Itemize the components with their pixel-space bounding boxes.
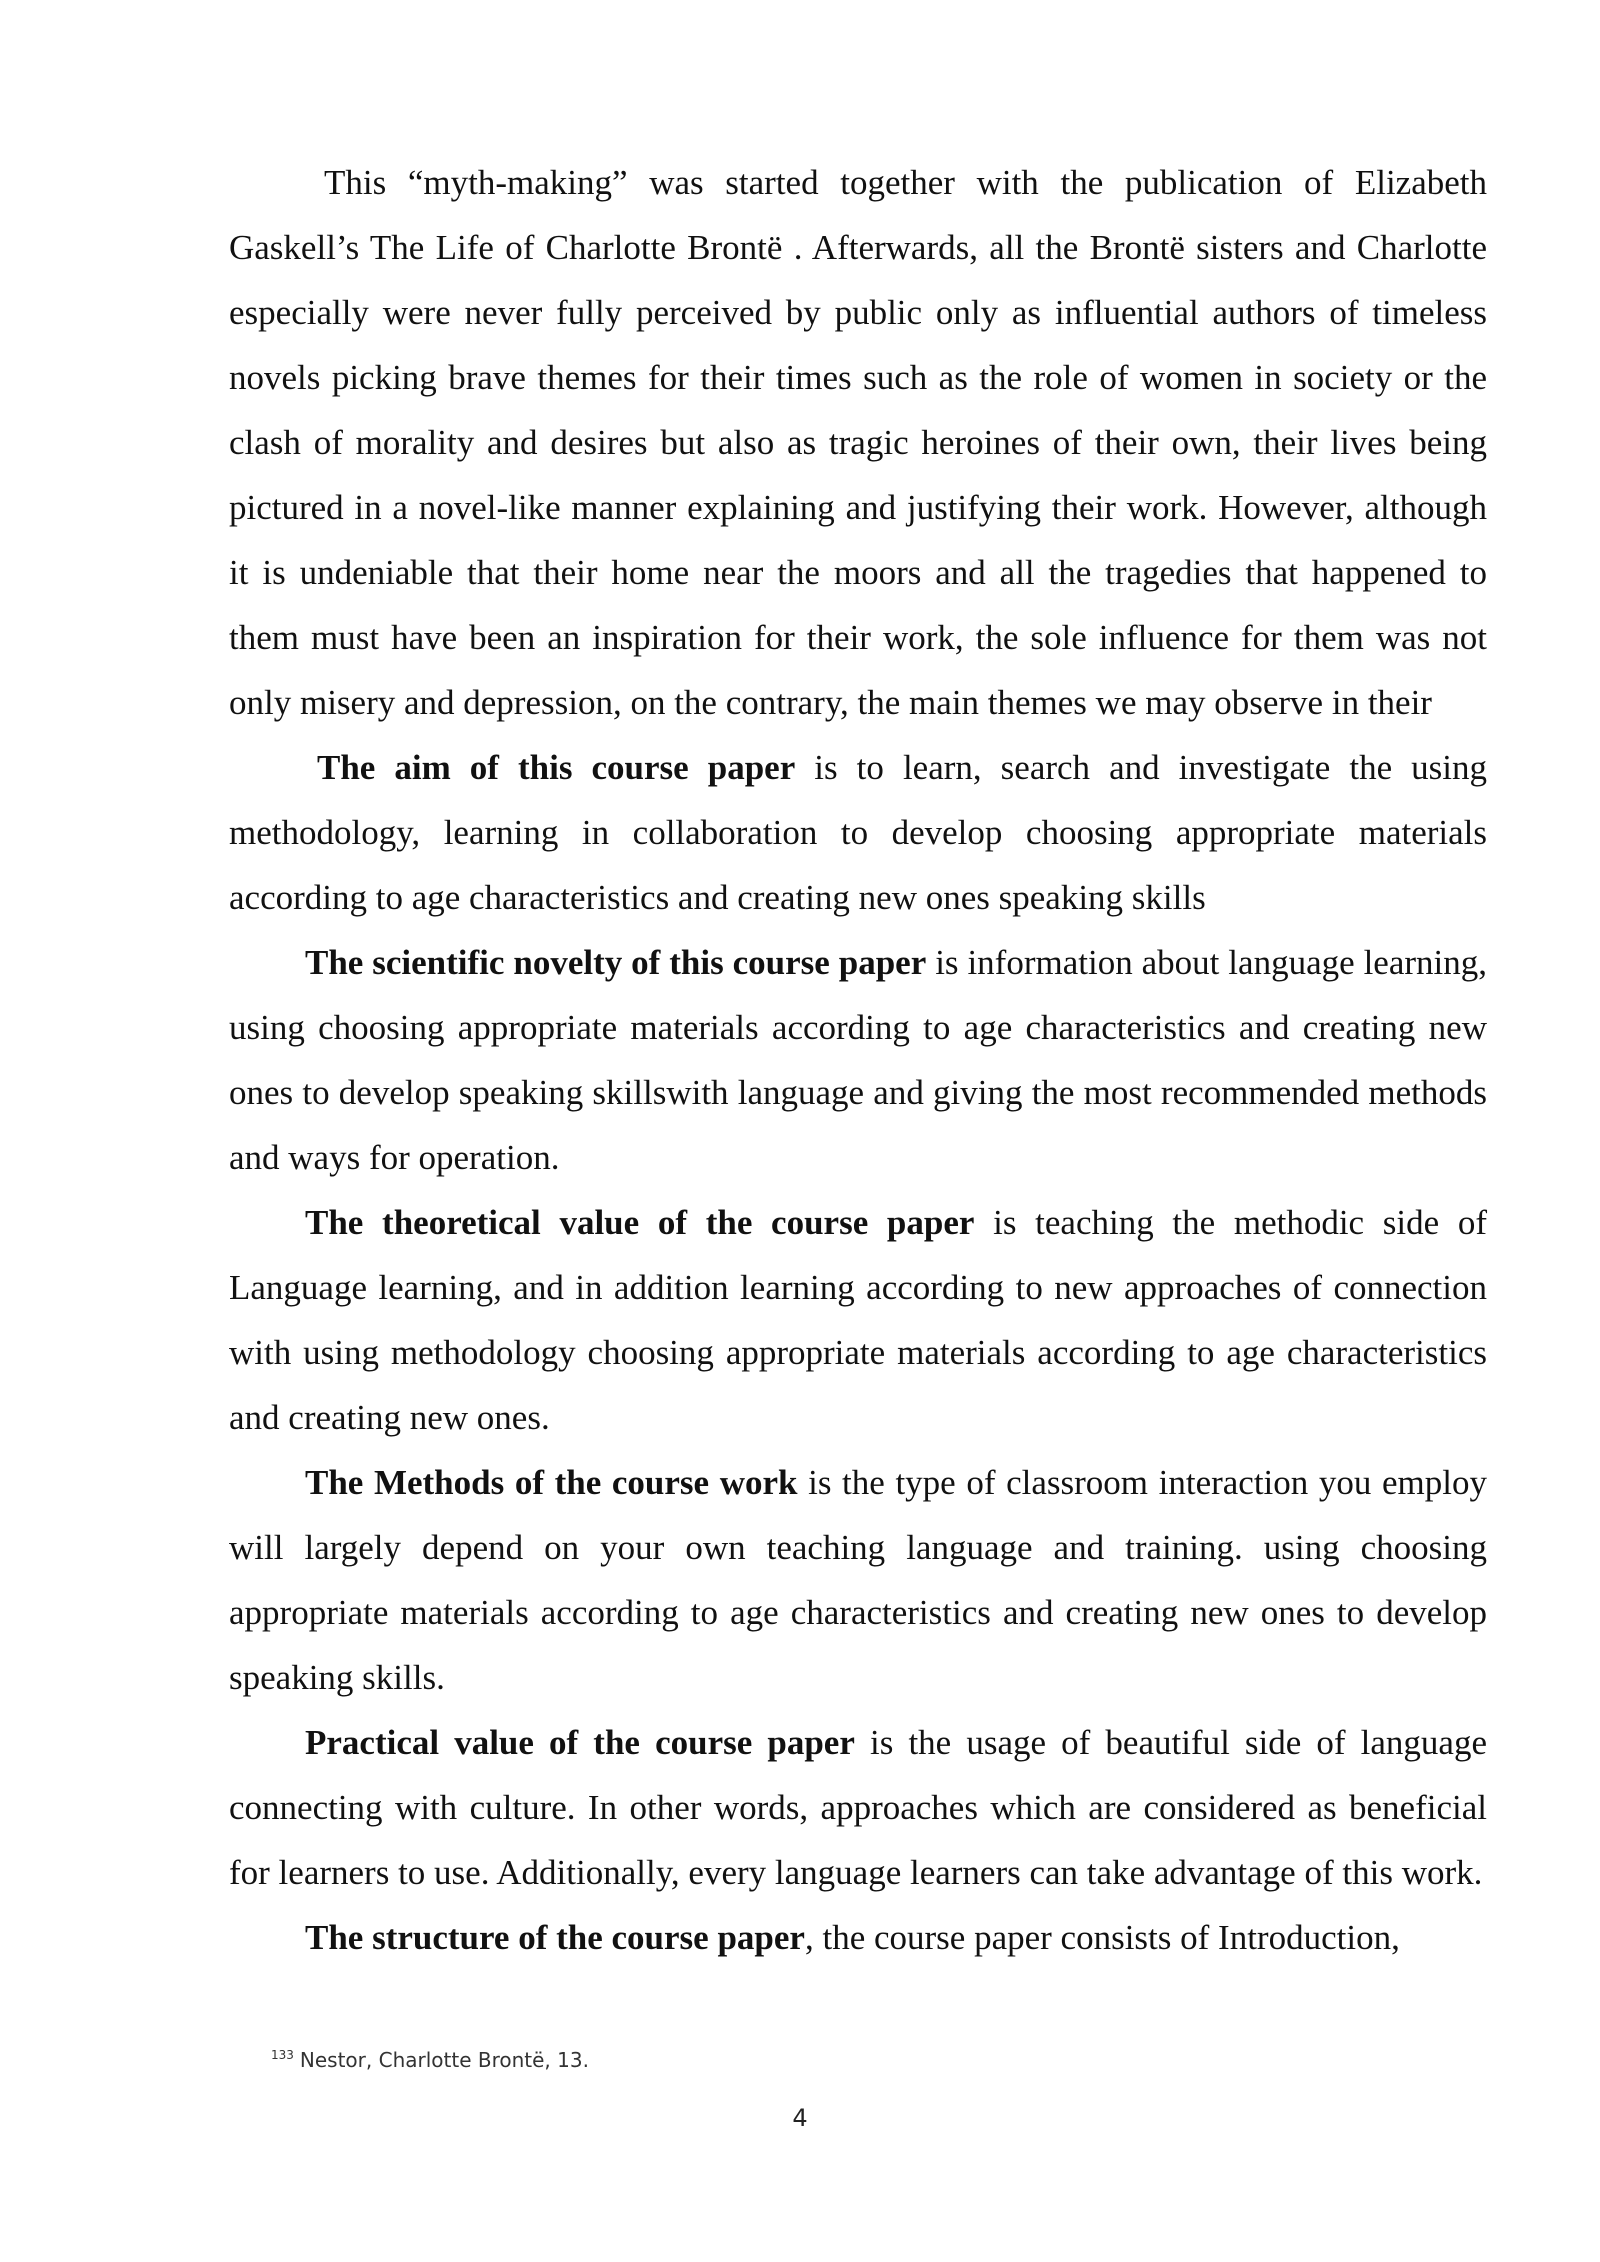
paragraph-lead: The scientific novelty of this course paper [305,943,927,982]
paragraph-practical-value [229,1710,1487,1905]
paragraph-lead: Practical value of the course paper [305,1723,855,1762]
footnote-marker: 133 [271,2048,294,2063]
paragraph-structure [229,1905,1487,1970]
paragraph-aim [229,735,1487,930]
body-text [229,150,1487,1970]
footnote [271,2048,589,2072]
paragraph-text: is the type of classroom interaction you employ will largely depend on your own teaching language and training. using choosing appropriate materials according to age characteristics and creating new ones to develop speaking skills. [229,1463,1487,1697]
paragraph-myth-making [229,150,1487,735]
paragraph-text: is the usage of beautiful side of language connecting with culture. In other words, approaches which are considered as beneficial for learners to use. Additionally, every language learners can take advantage of this work. [229,1723,1488,1892]
paragraph-lead: The Methods of the course work [305,1463,798,1502]
paragraph-text: is teaching the methodic side of Language learning, and in addition learning according to new approaches of connection with using methodology choosing appropriate materials according to age characteristics and creating new ones. [229,1203,1487,1437]
paragraph-text: This “myth-making” was started together with the publication of Elizabeth Gaskell’s The Life of Charlotte Brontë . Afterwards, all the Brontë sisters and Charlotte especially were never fully perceived by public only as influential authors of timeless novels picking brave themes for their times such as the role of women in society or the clash of morality and desires but also as tragic heroines of their own, their lives being pictured in a novel-like manner explaining and justifying their work. However, although it is undeniable that their home near the moors and all the tragedies that happened to them must have been an inspiration for their work, the sole influence for them was not only misery and depression, on the contrary, the main themes we may observe in their [229,163,1487,722]
paragraph-theoretical-value [229,1190,1487,1450]
paragraph-lead: The aim of this course paper [317,748,796,787]
paragraph-methods [229,1450,1487,1710]
paragraph-lead: The theoretical value of the course paper [305,1203,975,1242]
footnote-text: Nestor, Charlotte Brontë, 13. [299,2048,589,2072]
page-number: 4 [792,2104,808,2132]
paragraph-text: is information about language learning, using choosing appropriate materials according to age characteristics and creating new ones to develop speaking skillswith language and giving the most recommended methods and ways for operation. [229,943,1487,1177]
paragraph-novelty [229,930,1487,1190]
paragraph-text: is to learn, search and investigate the using methodology, learning in collaboration to develop choosing appropriate materials according to age characteristics and creating new ones speaking skills [229,748,1487,917]
paragraph-lead: The structure of the course paper [305,1918,805,1957]
paragraph-text: , the course paper consists of Introduction, [804,1918,1400,1957]
